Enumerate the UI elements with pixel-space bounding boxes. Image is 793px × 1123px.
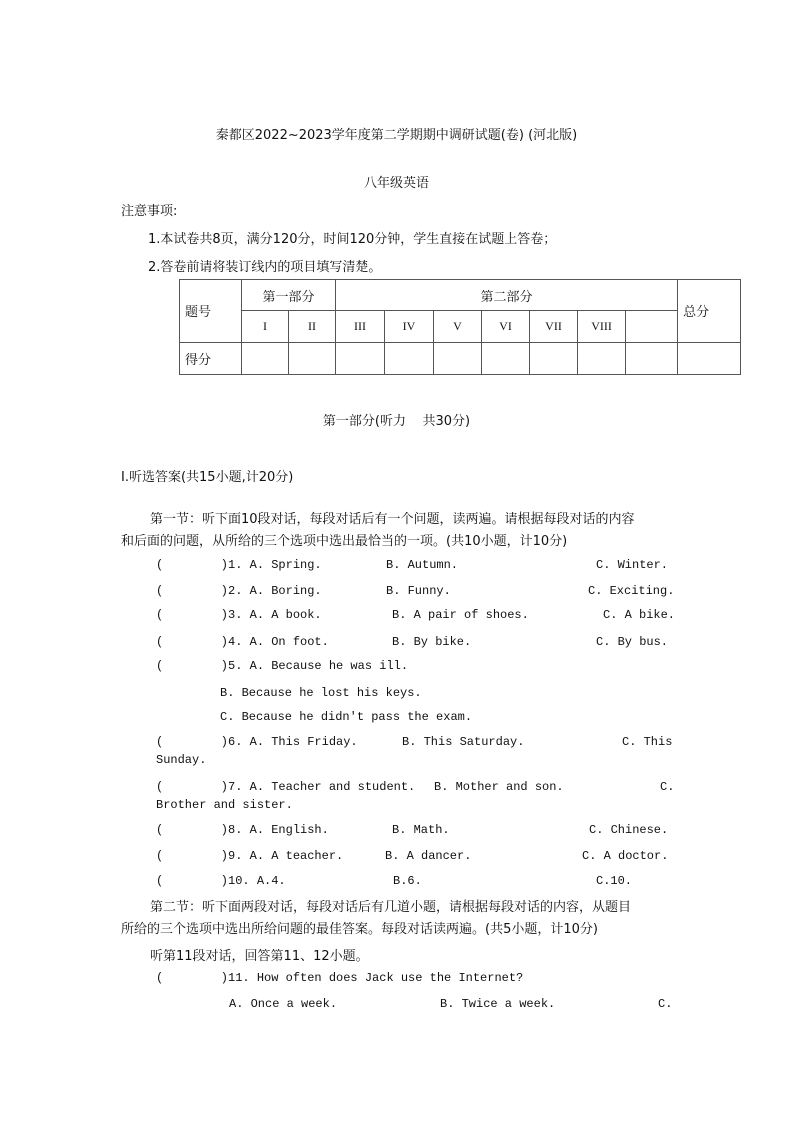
table-roman-3: III xyxy=(336,311,385,342)
q7-option-c: C. xyxy=(660,780,675,794)
section2-instruction-b: 所给的三个选项中选出所给问题的最佳答案。每段对话读两遍。(共5小题，计10分) xyxy=(121,922,598,937)
table-roman-4: IV xyxy=(385,311,434,342)
q2-option-b: B. Funny. xyxy=(386,584,451,598)
table-roman-7: VII xyxy=(530,311,578,342)
score-cell-total[interactable] xyxy=(678,342,741,374)
q6-option-b: B. This Saturday. xyxy=(402,735,525,749)
q10-option-c: C.10. xyxy=(596,874,633,888)
q4-option-b: B. By bike. xyxy=(392,635,472,649)
q2-option-c: C. Exciting. xyxy=(588,584,675,598)
q3-option-b: B. A pair of shoes. xyxy=(392,608,529,622)
table-label-score: 得分 xyxy=(180,342,242,374)
q9-option-a: ( )9. A. A teacher. xyxy=(156,849,344,863)
table-label-number: 题号 xyxy=(180,280,242,343)
section1-heading: Ⅰ.听选答案(共15小题,计20分) xyxy=(121,470,294,485)
score-cell[interactable] xyxy=(385,342,434,374)
q4-option-c: C. By bus. xyxy=(596,635,669,649)
q6-option-a: ( )6. A. This Friday. xyxy=(156,735,358,749)
score-cell[interactable] xyxy=(242,342,289,374)
q10-option-a: ( )10. A.4. xyxy=(156,874,286,888)
table-header-part2: 第二部分 xyxy=(336,280,678,311)
q8-option-b: B. Math. xyxy=(392,823,450,837)
q11-option-c: C. xyxy=(658,997,673,1011)
q6-continuation: Sunday. xyxy=(156,753,207,767)
table-roman-1: I xyxy=(242,311,289,342)
q9-option-b: B. A dancer. xyxy=(385,849,472,863)
q11-option-b: B. Twice a week. xyxy=(440,997,556,1011)
q1-option-b: B. Autumn. xyxy=(386,558,459,572)
exam-subtitle: 八年级英语 xyxy=(363,176,429,191)
q3-option-c: C. A bike. xyxy=(603,608,676,622)
table-empty-cell xyxy=(626,311,678,342)
q7-continuation: Brother and sister. xyxy=(156,798,293,812)
table-roman-5: V xyxy=(434,311,482,342)
q7-option-b: B. Mother and son. xyxy=(434,780,564,794)
section2-instruction-a: 第二节：听下面两段对话，每段对话后有几道小题，请根据每段对话的内容，从题目 xyxy=(150,900,632,915)
note-item-2: 2.答卷前请将装订线内的项目填写清楚。 xyxy=(148,260,382,275)
table-roman-2: II xyxy=(289,311,336,342)
q8-option-a: ( )8. A. English. xyxy=(156,823,329,837)
q6-option-c: C. This xyxy=(622,735,673,749)
score-cell[interactable] xyxy=(336,342,385,374)
score-cell[interactable] xyxy=(434,342,482,374)
exam-title: 秦都区2022~2023学年度第二学期期中调研试题(卷) (河北版) xyxy=(215,128,578,143)
score-cell[interactable] xyxy=(578,342,626,374)
q1-option-c: C. Winter. xyxy=(596,558,669,572)
q5-option-b: B. Because he lost his keys. xyxy=(220,686,422,700)
q10-option-b: B.6. xyxy=(393,874,422,888)
table-roman-8: VIII xyxy=(578,311,626,342)
q11-option-a: A. Once a week. xyxy=(229,997,338,1011)
note-item-1: 1.本试卷共8页，满分120分，时间120分钟，学生直接在试题上答卷； xyxy=(148,232,557,247)
score-cell[interactable] xyxy=(482,342,530,374)
table-roman-6: VI xyxy=(482,311,530,342)
q5-option-a: ( )5. A. Because he was ill. xyxy=(156,659,409,673)
table-header-total: 总分 xyxy=(678,280,741,343)
score-cell[interactable] xyxy=(530,342,578,374)
section1-instruction-1a: 第一节：听下面10段对话，每段对话后有一个问题，读两遍。请根据每段对话的内容 xyxy=(150,512,635,527)
part1-heading: 第一部分(听力 共30分) xyxy=(322,414,471,429)
notes-heading: 注意事项: xyxy=(121,204,178,219)
q4-option-a: ( )4. A. On foot. xyxy=(156,635,329,649)
q5-option-c: C. Because he didn't pass the exam. xyxy=(220,710,473,724)
dialog11-heading: 听第11段对话，回答第11、12小题。 xyxy=(150,949,369,964)
score-cell[interactable] xyxy=(289,342,336,374)
q11-stem: ( )11. How often does Jack use the Internet? xyxy=(156,971,524,985)
q8-option-c: C. Chinese. xyxy=(589,823,669,837)
q1-option-a: ( )1. A. Spring. xyxy=(156,558,322,572)
section1-instruction-1b: 和后面的问题，从所给的三个选项中选出最恰当的一项。(共10小题，计10分) xyxy=(121,534,568,549)
q7-option-a: ( )7. A. Teacher and student. xyxy=(156,780,416,794)
table-header-part1: 第一部分 xyxy=(242,280,336,311)
q9-option-c: C. A doctor. xyxy=(582,849,669,863)
score-cell[interactable] xyxy=(626,342,678,374)
q3-option-a: ( )3. A. A book. xyxy=(156,608,322,622)
score-table xyxy=(179,279,741,375)
q2-option-a: ( )2. A. Boring. xyxy=(156,584,322,598)
